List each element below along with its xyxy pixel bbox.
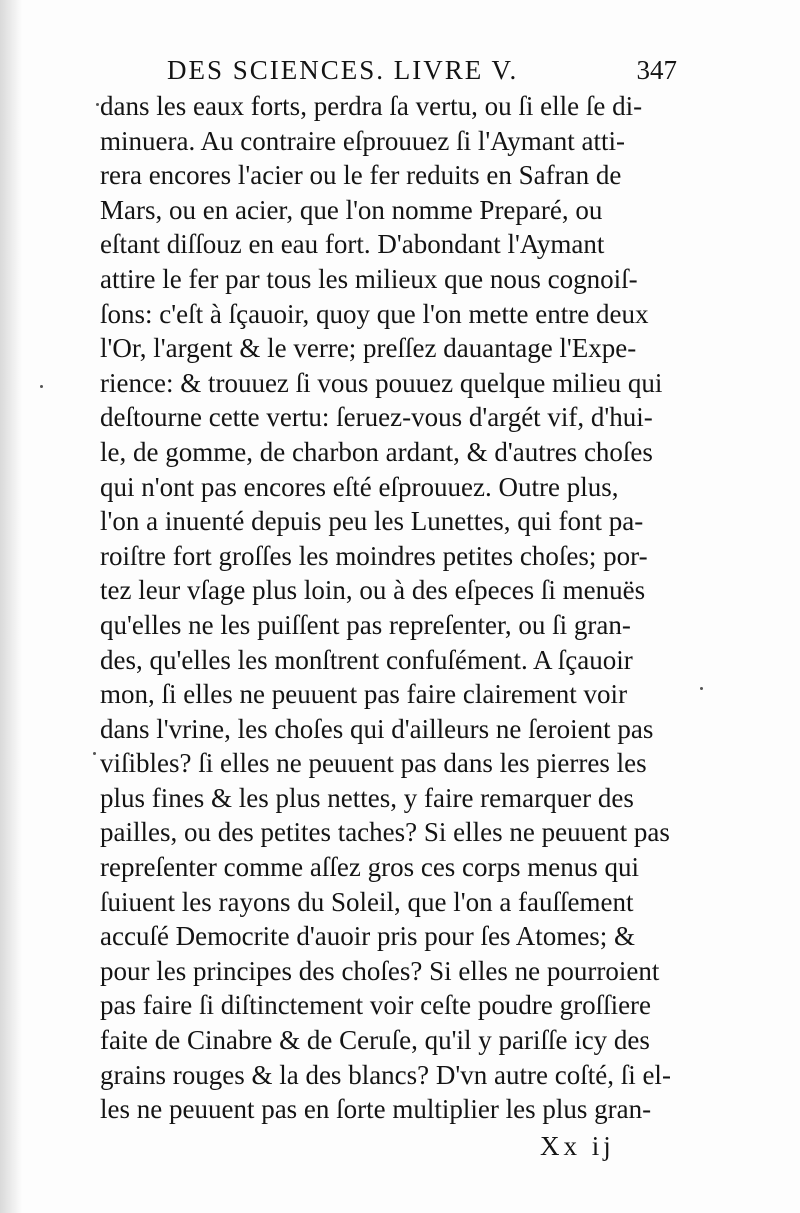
- text-line: qui n'ont pas encores eſté eſprouuez. Outre plus,: [100, 471, 619, 502]
- text-line: accuſé Democrite d'auoir pris pour ſes Atomes; &: [100, 921, 635, 952]
- text-line: roiſtre fort groſſes les moindres petites choſes; por-: [100, 540, 648, 571]
- text-line: faite de Cinabre & de Ceruſe, qu'il y pariſſe icy des: [100, 1025, 650, 1056]
- page-number: 347: [636, 55, 677, 85]
- page-gutter-shadow: [0, 0, 22, 1213]
- ink-speck: [700, 687, 703, 690]
- text-line: pailles, ou des petites taches? Si elles ne peuuent pas: [100, 817, 670, 848]
- ink-speck: [93, 752, 96, 755]
- text-line: rience: & trouuez ſi vous pouuez quelque milieu qui: [100, 367, 663, 398]
- text-line: l'on a inuenté depuis peu les Lunettes, qui font pa-: [100, 506, 644, 537]
- signature-mark: Xx ij: [540, 1131, 615, 1161]
- text-line: tez leur vſage plus loin, ou à des eſpeces ſi menuës: [100, 575, 646, 606]
- text-line: ſons: c'eſt à ſçauoir, quoy que l'on mette entre deux: [100, 298, 649, 329]
- text-line: ſuiuent les rayons du Soleil, que l'on a fauſſement: [100, 886, 634, 917]
- text-line: Mars, ou en acier, que l'on nomme Preparé, ou: [100, 194, 603, 225]
- text-line: attire le fer par tous les milieux que nous cognoiſ-: [100, 263, 638, 294]
- text-line: qu'elles ne les puiſſent pas repreſenter, ou ſi gran-: [100, 609, 631, 640]
- text-line: deſtourne cette vertu: ſeruez-vous d'argét vif, d'hui-: [100, 402, 653, 433]
- ink-speck: [40, 385, 43, 388]
- text-line: viſibles? ſi elles ne peuuent pas dans les pierres les: [100, 748, 647, 779]
- text-line: mon, ſi elles ne peuuent pas faire clairement voir: [100, 679, 628, 710]
- text-line: pas faire ſi diſtinctement voir ceſte poudre groſſiere: [100, 990, 652, 1021]
- text-line: pour les principes des choſes? Si elles ne pourroient: [100, 955, 660, 986]
- running-head: [155, 52, 685, 88]
- running-head-title: DES SCIENCES. LIVRE V.: [167, 55, 519, 85]
- text-line: l'Or, l'argent & le verre; preſſez dauantage l'Expe-: [100, 333, 637, 364]
- text-line: eſtant diſſouz en eau fort. D'abondant l'Aymant: [100, 229, 605, 260]
- text-line: grains rouges & la des blancs? D'vn autre coſté, ſi el-: [100, 1059, 671, 1090]
- text-line: rera encores l'acier ou le fer reduits en Safran de: [100, 160, 622, 191]
- text-line: le, de gomme, de charbon ardant, & d'autres choſes: [100, 436, 653, 467]
- ink-speck: [96, 103, 99, 106]
- text-line: dans l'vrine, les choſes qui d'ailleurs ne ſeroient pas: [100, 713, 654, 744]
- text-line: minuera. Au contraire eſprouuez ſi l'Aymant atti-: [100, 125, 625, 156]
- text-line: dans les eaux forts, perdra ſa vertu, ou ſi elle ſe di-: [100, 91, 643, 121]
- text-line: plus fines & les plus nettes, y faire remarquer des: [100, 782, 634, 813]
- text-line: les ne peuuent pas en ſorte multiplier les plus gran-: [100, 1094, 652, 1125]
- body-text: [100, 89, 680, 1127]
- text-line: repreſenter comme aſſez gros ces corps menus qui: [100, 852, 640, 883]
- text-line: des, qu'elles les monſtrent confuſément. A ſçauoir: [100, 644, 633, 675]
